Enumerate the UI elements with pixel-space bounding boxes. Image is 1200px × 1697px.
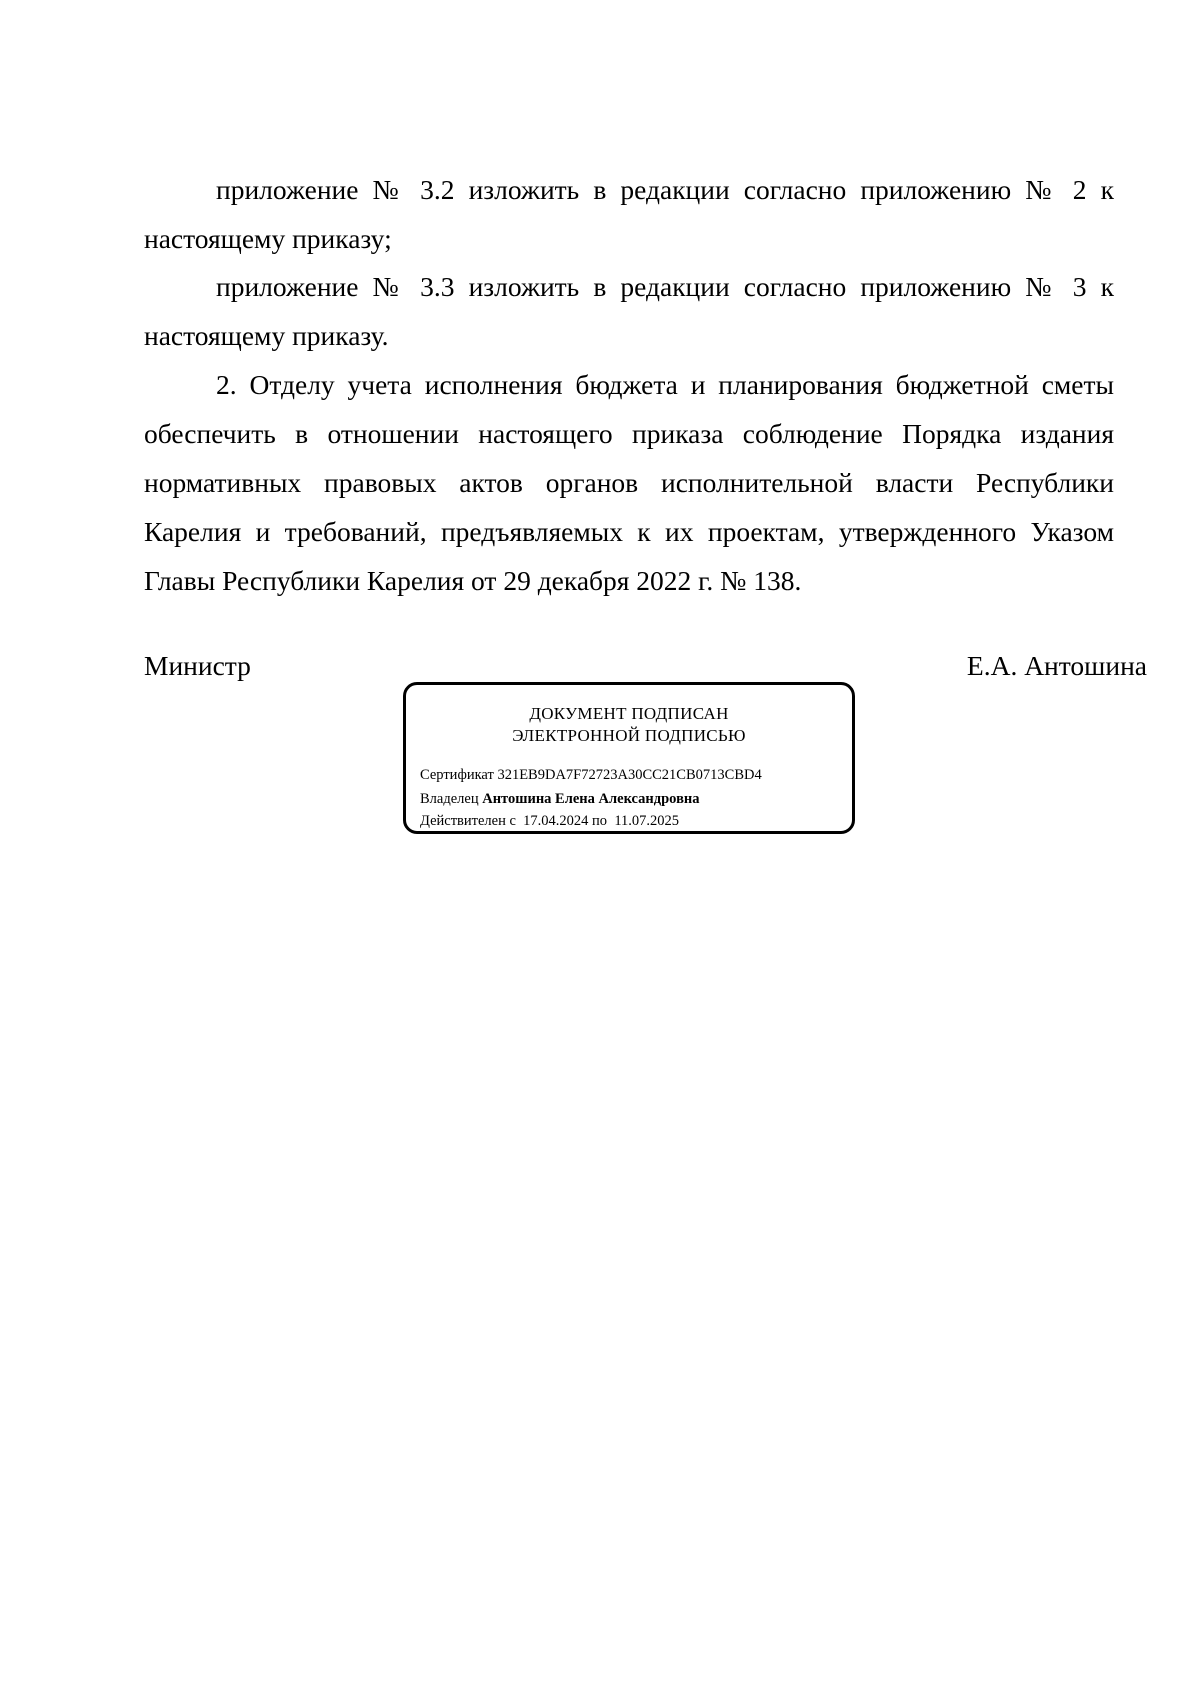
valid-label: Действителен с [420,813,516,829]
owner-value: Антошина Елена Александровна [482,791,700,807]
paragraph-line: Карелия и требований, предъявляемых к их проектам, утвержденного Указом [144,516,1114,547]
paragraph-line: нормативных правовых актов органов исполнительной власти Республики [144,467,1114,498]
stamp-owner-row [420,789,700,809]
signatory-role: Министр [144,650,251,681]
paragraph-line: Главы Республики Карелия от 29 декабря 2022 г. № 138. [144,565,802,596]
paragraph-appendix-3-3 [144,262,1114,360]
stamp-title-line: ДОКУМЕНТ ПОДПИСАН [529,704,729,723]
paragraph-line: приложение № 3.3 изложить в редакции согласно приложению № 3 к [216,271,1114,302]
valid-from: 17.04.2024 [523,813,589,829]
paragraph-line: настоящему приказу. [144,320,389,351]
signatory-name: Е.А. Антошина [966,650,1147,681]
paragraph-line: настоящему приказу; [144,223,392,254]
paragraph-appendix-3-2 [144,165,1114,263]
owner-label: Владелец [420,791,479,807]
electronic-signature-stamp [403,682,855,834]
valid-to: 11.07.2025 [614,813,680,829]
certificate-value: 321EB9DA7F72723A30CC21CB0713CBD4 [497,767,762,783]
stamp-title-line: ЭЛЕКТРОННОЙ ПОДПИСЬЮ [512,726,746,745]
paragraph-department-instruction [144,360,1114,605]
certificate-label: Сертификат [420,767,494,783]
stamp-title [406,703,852,747]
valid-to-label: по [592,813,608,829]
stamp-certificate-row [420,765,762,785]
stamp-validity-row [420,811,679,831]
paragraph-line: приложение № 3.2 изложить в редакции согласно приложению № 2 к [216,174,1114,205]
paragraph-line: 2. Отделу учета исполнения бюджета и планирования бюджетной сметы [216,369,1114,400]
paragraph-line: обеспечить в отношении настоящего приказа соблюдение Порядка издания [144,418,1114,449]
